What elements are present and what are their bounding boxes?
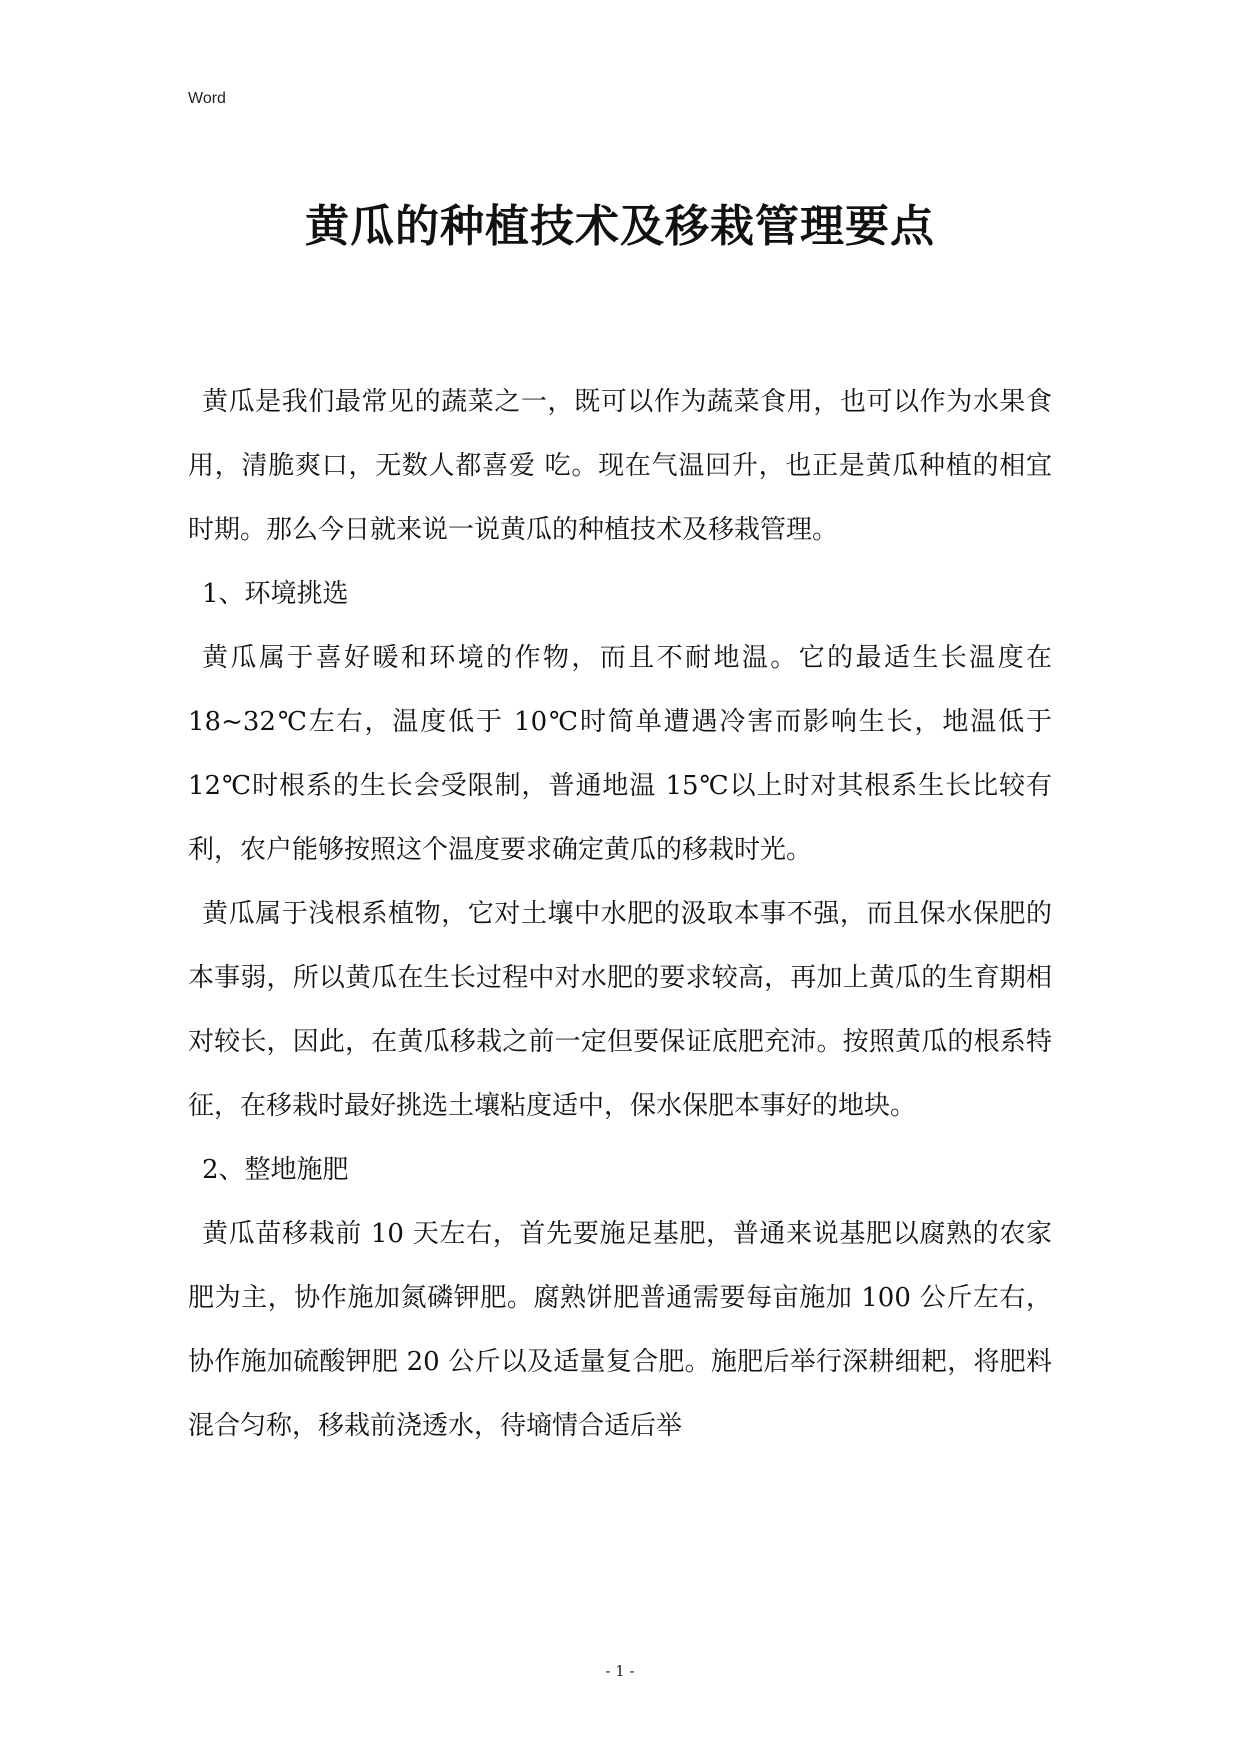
header-label: Word — [188, 90, 226, 107]
section-heading-fertilizing: 2、整地施肥 — [202, 1155, 349, 1185]
paragraph-intro: 黄瓜是我们最常见的蔬菜之一，既可以作为蔬菜食用，也可以作为水果食用，清脆爽口，无数人都喜爱 吃。现在气温回升，也正是黄瓜种植的相宜时期。那么今日就来说一说黄瓜的种植技术及移栽管理。 — [188, 387, 1052, 545]
document-title: 黄瓜的种植技术及移栽管理要点 — [305, 201, 935, 252]
paragraph-base-fertilizer: 黄瓜苗移栽前 10 天左右，首先要施足基肥，普通来说基肥以腐熟的农家肥为主，协作施加氮磷钾肥。腐熟饼肥普通需要每亩施加 100 公斤左右，协作施加硫酸钾肥 20 公斤以及适量复合肥。施肥后举行深耕细耙，将肥料混合匀称，移栽前浇透水，待墒情合适后举 — [188, 1219, 1052, 1441]
paragraph-root-system: 黄瓜属于浅根系植物，它对土壤中水肥的汲取本事不强，而且保水保肥的本事弱，所以黄瓜在生长过程中对水肥的要求较高，再加上黄瓜的生育期相对较长，因此，在黄瓜移栽之前一定但要保证底肥充沛。按照黄瓜的根系特征，在移栽时最好挑选土壤粘度适中，保水保肥本事好的地块。 — [188, 899, 1052, 1121]
document-body — [188, 370, 1052, 1458]
section-heading-environment: 1、环境挑选 — [202, 579, 349, 609]
paragraph-temperature: 黄瓜属于喜好暖和环境的作物，而且不耐地温。它的最适生长温度在 18~32℃左右，温度低于 10℃时简单遭遇冷害而影响生长，地温低于 12℃时根系的生长会受限制，普通地温 15℃以上时对其根系生长比较有利，农户能够按照这个温度要求确定黄瓜的移栽时光。 — [188, 643, 1052, 865]
page-number: - 1 - — [605, 1662, 635, 1680]
